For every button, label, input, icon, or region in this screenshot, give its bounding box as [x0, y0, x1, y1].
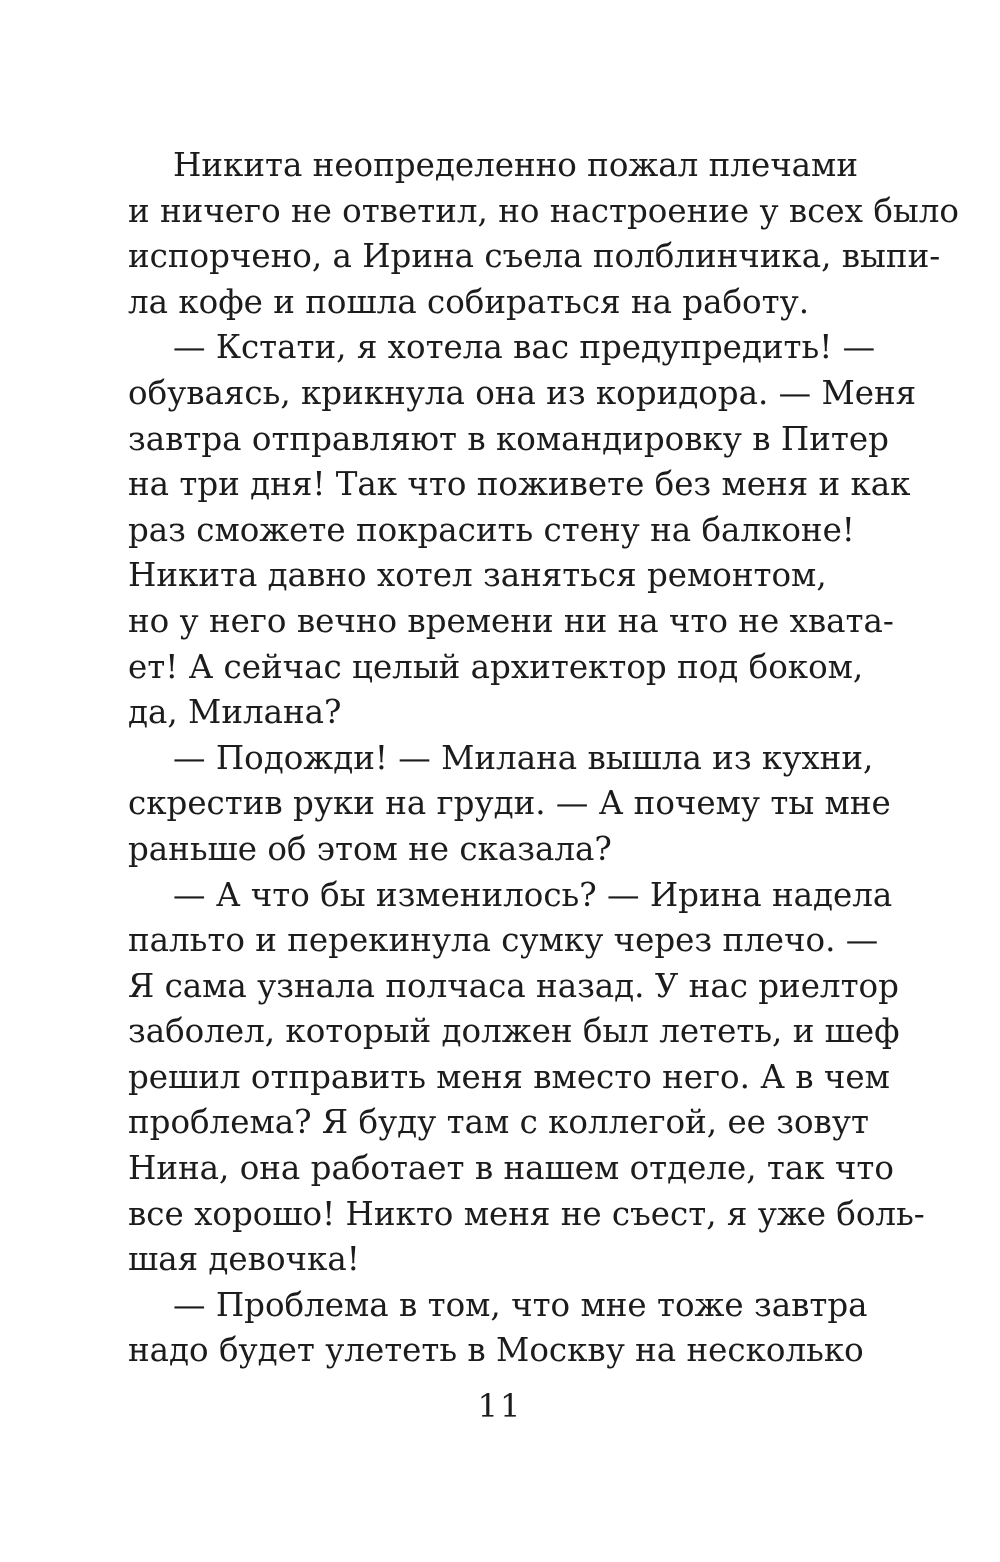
body-text	[128, 143, 959, 1374]
text-line-17: — А что бы изменилось? — Ирина надела	[173, 875, 893, 914]
text-line-26: — Проблема в том, что мне тоже завтра	[173, 1285, 868, 1324]
text-line-13: да, Милана?	[128, 693, 342, 732]
text-line-21: решил отправить меня вместо него. А в чем	[128, 1057, 890, 1096]
text-line-8: на три дня! Так что поживете без меня и как	[128, 465, 911, 504]
text-line-24: все хорошо! Никто меня не съест, я уже боль-	[128, 1194, 925, 1233]
text-line-7: завтра отправляют в командировку в Питер	[128, 419, 889, 458]
text-line-5: — Кстати, я хотела вас предупредить! —	[173, 328, 876, 367]
text-line-4: ла кофе и пошла собираться на работу.	[128, 282, 810, 321]
text-line-12: ет! А сейчас целый архитектор под боком,	[128, 647, 864, 686]
text-line-19: Я сама узнала полчаса назад. У нас риелтор	[128, 966, 899, 1005]
text-line-16: раньше об этом не сказала?	[128, 829, 612, 868]
text-line-3: испорчено, а Ирина съела полблинчика, выпи-	[128, 237, 941, 276]
text-line-9: раз сможете покрасить стену на балконе!	[128, 510, 855, 549]
text-line-27: надо будет улететь в Москву на несколько	[128, 1331, 864, 1370]
text-line-6: обуваясь, крикнула она из коридора. — Меня	[128, 373, 917, 412]
text-line-25: шая девочка!	[128, 1240, 360, 1279]
text-line-2: и ничего не ответил, но настроение у всех было	[128, 191, 959, 230]
text-line-1: Никита неопределенно пожал плечами	[173, 146, 858, 184]
text-line-18: пальто и перекинула сумку через плечо. —	[128, 921, 879, 960]
page-number: 11	[477, 1387, 523, 1425]
text-line-10: Никита давно хотел заняться ремонтом,	[128, 556, 827, 595]
text-line-14: — Подожди! — Милана вышла из кухни,	[173, 738, 874, 777]
text-line-15: скрестив руки на груди. — А почему ты мне	[128, 784, 891, 823]
text-line-22: проблема? Я буду там с коллегой, ее зовут	[128, 1103, 869, 1142]
text-line-20: заболел, который должен был лететь, и шеф	[128, 1012, 900, 1051]
text-line-23: Нина, она работает в нашем отделе, так что	[128, 1149, 894, 1188]
text-line-11: но у него вечно времени ни на что не хвата-	[128, 601, 894, 640]
